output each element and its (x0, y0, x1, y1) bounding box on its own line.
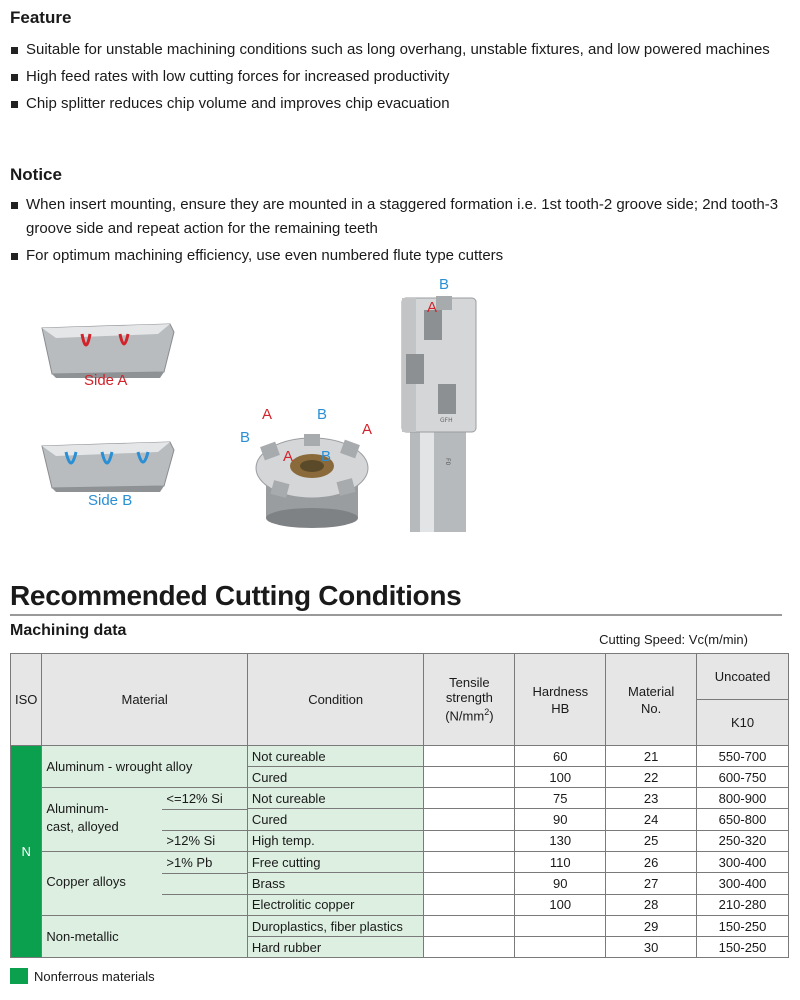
tensile-cell (424, 830, 515, 851)
legend-label: Nonferrous materials (34, 968, 155, 984)
material-alu-cast (42, 788, 247, 852)
material-no-cell: 28 (606, 894, 697, 915)
hardness-cell: 90 (515, 809, 606, 830)
hardness-cell: 130 (515, 830, 606, 851)
material-no-cell: 24 (606, 809, 697, 830)
cutter-label-a: A (362, 421, 373, 438)
material-no-cell: 27 (606, 873, 697, 894)
side-b-label: Side B (88, 492, 133, 509)
header-hardness: Hardness HB (515, 654, 606, 746)
tensile-cell (424, 894, 515, 915)
product-images (0, 270, 800, 540)
k10-cell: 550-700 (697, 746, 789, 767)
condition-cell: Duroplastics, fiber plastics (247, 916, 424, 937)
notice-list (10, 193, 780, 271)
cutting-speed-note: Cutting Speed: Vc(m/min) (599, 632, 748, 647)
condition-cell: Not cureable (247, 788, 424, 809)
list-item: Chip splitter reduces chip volume and improves chip evacuation (10, 92, 780, 116)
material-no-cell: 30 (606, 937, 697, 958)
feature-title: Feature (10, 8, 72, 27)
hardness-cell: 75 (515, 788, 606, 809)
tensile-cell (424, 873, 515, 894)
cutter-label-b: B (321, 448, 332, 465)
material-no-cell: 23 (606, 788, 697, 809)
hardness-cell (515, 916, 606, 937)
end-mill-image (394, 288, 494, 538)
tensile-cell (424, 809, 515, 830)
header-tensile: Tensile strength $(N/mm^2)$ (424, 654, 515, 746)
material-no-cell: 22 (606, 767, 697, 788)
tensile-cell (424, 788, 515, 809)
copper-sub: >1% Pb (166, 855, 213, 870)
k10-cell: 300-400 (697, 873, 789, 894)
tensile-cell (424, 767, 515, 788)
k10-cell: 650-800 (697, 809, 789, 830)
condition-cell: Cured (247, 767, 424, 788)
k10-cell: 600-750 (697, 767, 789, 788)
cutter-label-a: A (283, 448, 294, 465)
condition-cell: Hard rubber (247, 937, 424, 958)
k10-cell: 150-250 (697, 937, 789, 958)
alu-cast-label-1: Aluminum- (46, 801, 109, 816)
header-condition: Condition (247, 654, 424, 746)
header-material: Material (42, 654, 247, 746)
material-no-cell: 21 (606, 746, 697, 767)
condition-cell: High temp. (247, 830, 424, 851)
tensile-cell (424, 746, 515, 767)
list-item: High feed rates with low cutting forces for increased productivity (10, 65, 780, 89)
notice-title: Notice (10, 165, 62, 184)
legend-swatch (10, 968, 28, 984)
material-nonmetallic: Non-metallic (42, 916, 247, 958)
endmill-label-a: A (427, 299, 438, 316)
side-a-label: Side A (84, 372, 128, 389)
hardness-cell (515, 937, 606, 958)
endmill-label-b: B (439, 276, 450, 293)
k10-cell: 300-400 (697, 852, 789, 873)
table-row (11, 852, 789, 873)
stamp-text: F0 (444, 458, 451, 466)
list-item: When insert mounting, ensure they are mounted in a staggered formation i.e. 1st tooth-2 groove side; 2nd tooth-3 groove side and repeat action for the remaining teeth (10, 193, 780, 241)
insert-side-a-image (38, 320, 178, 380)
k10-cell: 150-250 (697, 916, 789, 937)
tensile-cell (424, 916, 515, 937)
condition-cell: Free cutting (247, 852, 424, 873)
tensile-cell (424, 852, 515, 873)
material-copper (42, 852, 247, 916)
stamp-text: GFH (440, 417, 453, 424)
page-title: Recommended Cutting Conditions (10, 580, 462, 611)
iso-n-cell: N (11, 746, 42, 958)
k10-cell: 210-280 (697, 894, 789, 915)
feature-list (10, 38, 780, 119)
cutter-label-b: B (240, 429, 251, 446)
title-divider (10, 614, 782, 616)
header-k10: K10 (697, 700, 789, 746)
header-uncoated: Uncoated (697, 654, 789, 700)
k10-cell: 250-320 (697, 830, 789, 851)
header-iso: ISO (11, 654, 42, 746)
copper-label: Copper alloys (46, 874, 126, 889)
material-no-cell: 26 (606, 852, 697, 873)
alu-cast-label-2: cast, alloyed (46, 819, 119, 834)
table-row (11, 788, 789, 809)
list-item: Suitable for unstable machining conditions such as long overhang, unstable fixtures, and low powered machines (10, 38, 780, 62)
hardness-cell: 60 (515, 746, 606, 767)
hardness-cell: 90 (515, 873, 606, 894)
tensile-cell (424, 937, 515, 958)
hardness-cell: 100 (515, 894, 606, 915)
condition-cell: Electrolitic copper (247, 894, 424, 915)
list-item: For optimum machining efficiency, use even numbered flute type cutters (10, 244, 780, 268)
insert-side-b-image (38, 438, 178, 494)
machining-data-table (10, 653, 789, 958)
cutter-label-b: B (317, 406, 328, 423)
material-no-cell: 25 (606, 830, 697, 851)
face-mill-cutter-image (242, 410, 382, 530)
cutter-label-a: A (262, 406, 273, 423)
k10-cell: 800-900 (697, 788, 789, 809)
table-row (11, 916, 789, 937)
material-no-cell: 29 (606, 916, 697, 937)
table-row (11, 746, 789, 767)
header-material-no: Material No. (606, 654, 697, 746)
machining-data-title: Machining data (10, 622, 127, 639)
hardness-cell: 100 (515, 767, 606, 788)
hardness-cell: 110 (515, 852, 606, 873)
alu-cast-sub-1: <=12% Si (166, 791, 223, 806)
condition-cell: Not cureable (247, 746, 424, 767)
condition-cell: Brass (247, 873, 424, 894)
material-alu-wrought: Aluminum - wrought alloy (42, 746, 247, 788)
condition-cell: Cured (247, 809, 424, 830)
alu-cast-sub-2: >12% Si (162, 830, 248, 851)
legend (10, 968, 155, 984)
